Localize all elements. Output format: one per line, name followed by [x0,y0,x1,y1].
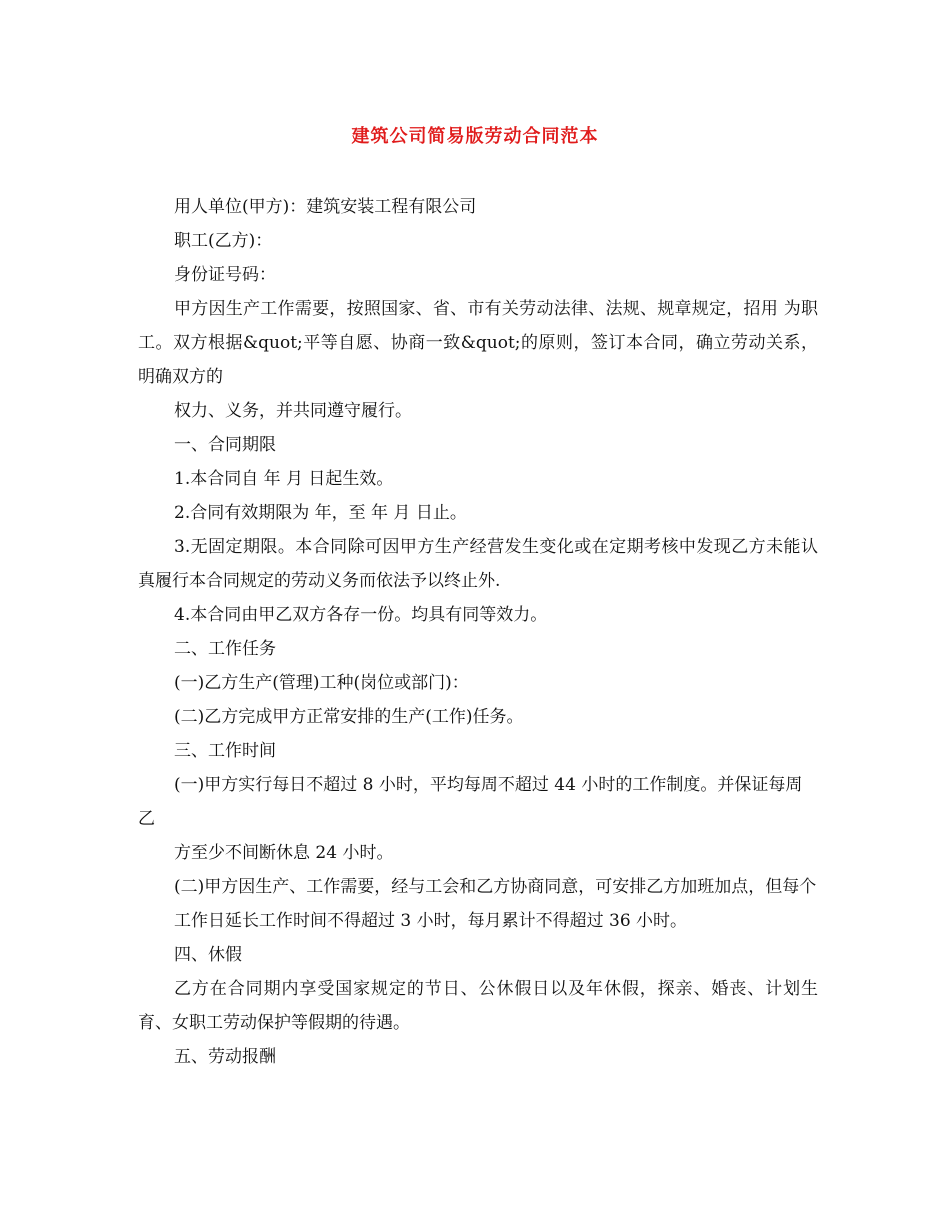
hours-item-1-continuation: 方至少不间断休息 24 小时。 [174,843,394,863]
hours-item-2: (二)甲方因生产、工作需要，经与工会和乙方协商同意，可安排乙方加班加点，但每个 [174,877,817,897]
hours-item-2-continuation: 工作日延长工作时间不得超过 3 小时，每月累计不得超过 36 小时。 [174,911,688,931]
document-title: 建筑公司简易版劳动合同范本 [351,126,599,147]
section-heading-tasks: 二、工作任务 [174,639,276,659]
term-item-2: 2.合同有效期限为 年，至 年 月 日止。 [174,503,467,523]
hours-item-1: (一)甲方实行每日不超过 8 小时，平均每周不超过 44 小时的工作制度。并保证每周乙 [138,775,803,829]
section-heading-term: 一、合同期限 [174,435,276,455]
section-heading-leave: 四、休假 [174,945,242,965]
term-item-4: 4.本合同由甲乙双方各存一份。均具有同等效力。 [174,605,548,625]
employee-line: 职工(乙方)： [174,231,273,251]
document-body [138,190,818,1074]
employer-line: 用人单位(甲方)：建筑安装工程有限公司 [174,197,477,217]
preamble-paragraph: 甲方因生产工作需要，按照国家、省、市有关劳动法律、法规、规章规定，招用 为职工。双方根据&quot;平等自愿、协商一致&quot;的原则，签订本合同，确立劳动关系，明确双方的 [138,299,818,387]
section-heading-hours: 三、工作时间 [174,741,276,761]
section-heading-pay: 五、劳动报酬 [174,1047,276,1067]
tasks-item-2: (二)乙方完成甲方正常安排的生产(工作)任务。 [174,707,524,727]
preamble-continuation: 权力、义务，并共同遵守履行。 [174,401,412,421]
term-item-1: 1.本合同自 年 月 日起生效。 [174,469,394,489]
leave-paragraph: 乙方在合同期内享受国家规定的节日、公休假日以及年休假，探亲、婚丧、计划生育、女职工劳动保护等假期的待遇。 [138,979,818,1033]
id-number-line: 身份证号码： [174,265,276,285]
tasks-item-1: (一)乙方生产(管理)工种(岗位或部门)： [174,673,469,693]
term-item-3: 3.无固定期限。本合同除可因甲方生产经营发生变化或在定期考核中发现乙方未能认真履行本合同规定的劳动义务而依法予以终止外. [138,537,818,591]
